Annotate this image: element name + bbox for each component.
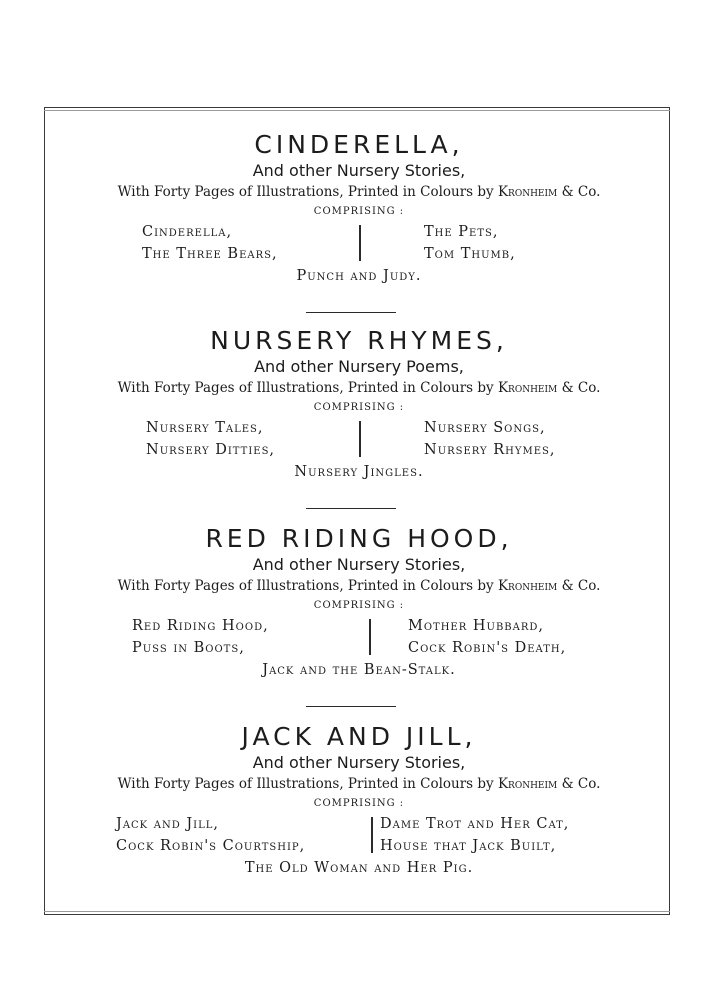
section-red-riding-hood — [0, 524, 718, 681]
contents-list — [0, 813, 718, 857]
contents-right-column — [408, 615, 566, 659]
list-item: Mother Hubbard, — [408, 618, 545, 634]
comprising-label: COMPRISING : — [313, 206, 405, 217]
section-divider — [306, 706, 396, 707]
comprising-label: COMPRISING : — [313, 798, 405, 809]
comprising-label: COMPRISING : — [313, 600, 405, 611]
list-item: Cock Robin's Death, — [408, 640, 567, 656]
list-item-final: Jack and the Bean-Stalk. — [262, 662, 456, 678]
comprising-label: COMPRISING : — [313, 402, 405, 413]
list-item: The Pets, — [424, 224, 499, 240]
section-jack-and-jill — [0, 722, 718, 879]
list-item: Nursery Tales, — [146, 420, 264, 436]
list-item: House that Jack Built, — [380, 838, 557, 854]
column-divider — [369, 619, 371, 655]
section-description: With Forty Pages of Illustrations, Printed in Colours by Kronheim & Co. — [117, 578, 601, 594]
section-nursery-rhymes — [0, 326, 718, 483]
section-title: RED RIDING HOOD, — [205, 524, 513, 553]
section-cinderella — [0, 130, 718, 287]
list-item-final: The Old Woman and Her Pig. — [244, 860, 474, 876]
list-item: Cock Robin's Courtship, — [116, 838, 306, 854]
list-item: Nursery Songs, — [424, 420, 546, 436]
section-description: With Forty Pages of Illustrations, Printed in Colours by Kronheim & Co. — [117, 380, 601, 396]
list-item: Red Riding Hood, — [132, 618, 269, 634]
list-item: Jack and Jill, — [116, 816, 220, 832]
contents-left-column — [146, 417, 275, 461]
list-item: The Three Bears, — [142, 246, 278, 262]
section-title: JACK AND JILL, — [241, 722, 477, 751]
column-divider — [371, 817, 373, 853]
column-divider — [359, 225, 361, 261]
section-title: NURSERY RHYMES, — [210, 326, 508, 355]
list-item-final: Nursery Jingles. — [294, 464, 424, 480]
list-item: Nursery Ditties, — [146, 442, 276, 458]
section-subtitle: And other Nursery Poems, — [254, 357, 464, 376]
section-divider — [306, 312, 396, 313]
contents-list — [0, 615, 718, 659]
list-item: Cinderella, — [142, 224, 233, 240]
section-title: CINDERELLA, — [254, 130, 464, 159]
column-divider — [359, 421, 361, 457]
contents-list — [0, 221, 718, 265]
section-description: With Forty Pages of Illustrations, Printed in Colours by Kronheim & Co. — [117, 184, 601, 200]
contents-left-column — [116, 813, 305, 857]
contents-list — [0, 417, 718, 461]
list-item-final: Punch and Judy. — [296, 268, 422, 284]
list-item: Tom Thumb, — [424, 246, 516, 262]
contents-left-column — [142, 221, 278, 265]
section-divider — [306, 508, 396, 509]
contents-right-column — [424, 417, 555, 461]
section-subtitle: And other Nursery Stories, — [252, 161, 466, 180]
list-item: Dame Trot and Her Cat, — [380, 816, 570, 832]
list-item: Nursery Rhymes, — [424, 442, 556, 458]
section-subtitle: And other Nursery Stories, — [252, 555, 466, 574]
contents-right-column — [380, 813, 569, 857]
contents-left-column — [132, 615, 269, 659]
list-item: Puss in Boots, — [132, 640, 245, 656]
section-description: With Forty Pages of Illustrations, Printed in Colours by Kronheim & Co. — [117, 776, 601, 792]
section-subtitle: And other Nursery Stories, — [252, 753, 466, 772]
contents-right-column — [424, 221, 516, 265]
